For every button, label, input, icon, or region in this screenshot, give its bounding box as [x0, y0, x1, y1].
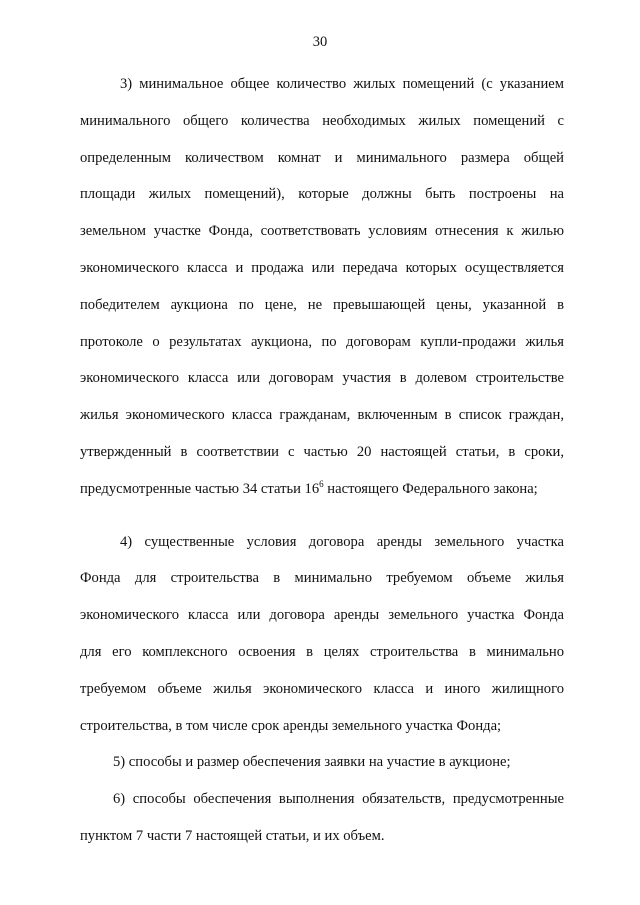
text-line: экономического класса или договора аренды земельного участка Фонда	[80, 607, 564, 624]
paragraph-item-3	[80, 66, 564, 508]
text-line: определенным количеством комнат и минимального размера общей	[80, 149, 564, 166]
text-line: пунктом 7 части 7 настоящей статьи, и их объем.	[80, 827, 385, 844]
text-line: 5) способы и размер обеспечения заявки на участие в аукционе;	[113, 754, 511, 771]
paragraph-gap	[80, 508, 564, 524]
text-line: протоколе о результатах аукциона, по договорам купли-продажи жилья	[80, 333, 564, 350]
text-line: 3) минимальное общее количество жилых помещений (с указанием	[120, 76, 564, 92]
text-line: строительства, в том числе срок аренды земельного участка Фонда;	[80, 717, 502, 734]
superscript: 6	[319, 478, 324, 489]
text-line: экономического класса и продажа или передача которых осуществляется	[80, 259, 564, 276]
text-line: земельном участке Фонда, соответствовать условиям отнесения к жилью	[80, 223, 564, 240]
paragraph-item-6	[80, 781, 564, 855]
text-line: для его комплексного освоения в целях строительства в минимально	[80, 643, 564, 660]
document-body	[80, 66, 564, 855]
text-line: требуемом объеме жилья экономического класса и иного жилищного	[80, 680, 564, 697]
text-line: 4) существенные условия договора аренды земельного участка	[120, 533, 564, 550]
text-fragment: настоящего Федерального закона;	[323, 480, 538, 497]
text-line-last	[80, 471, 564, 508]
text-line: площади жилых помещений), которые должны быть построены на	[80, 186, 564, 203]
text-fragment: предусмотренные частью 34 статьи 16	[80, 480, 320, 497]
paragraph-item-5	[80, 744, 564, 781]
text-line: экономического класса или договорам участия в долевом строительстве	[80, 370, 564, 387]
paragraph-item-4	[80, 524, 564, 745]
text-line: Фонда для строительства в минимально требуемом объеме жилья	[80, 570, 564, 587]
text-line: 6) способы обеспечения выполнения обязательств, предусмотренные	[113, 791, 564, 808]
text-line: победителем аукциона по цене, не превышающей цены, указанной в	[80, 296, 564, 313]
text-line: жилья экономического класса гражданам, включенным в список граждан,	[80, 407, 564, 424]
text-line: минимального общего количества необходимых жилых помещений с	[80, 112, 564, 129]
page-number: 30	[312, 34, 328, 50]
text-line: утвержденный в соответствии с частью 20 настоящей статьи, в сроки,	[80, 443, 564, 460]
